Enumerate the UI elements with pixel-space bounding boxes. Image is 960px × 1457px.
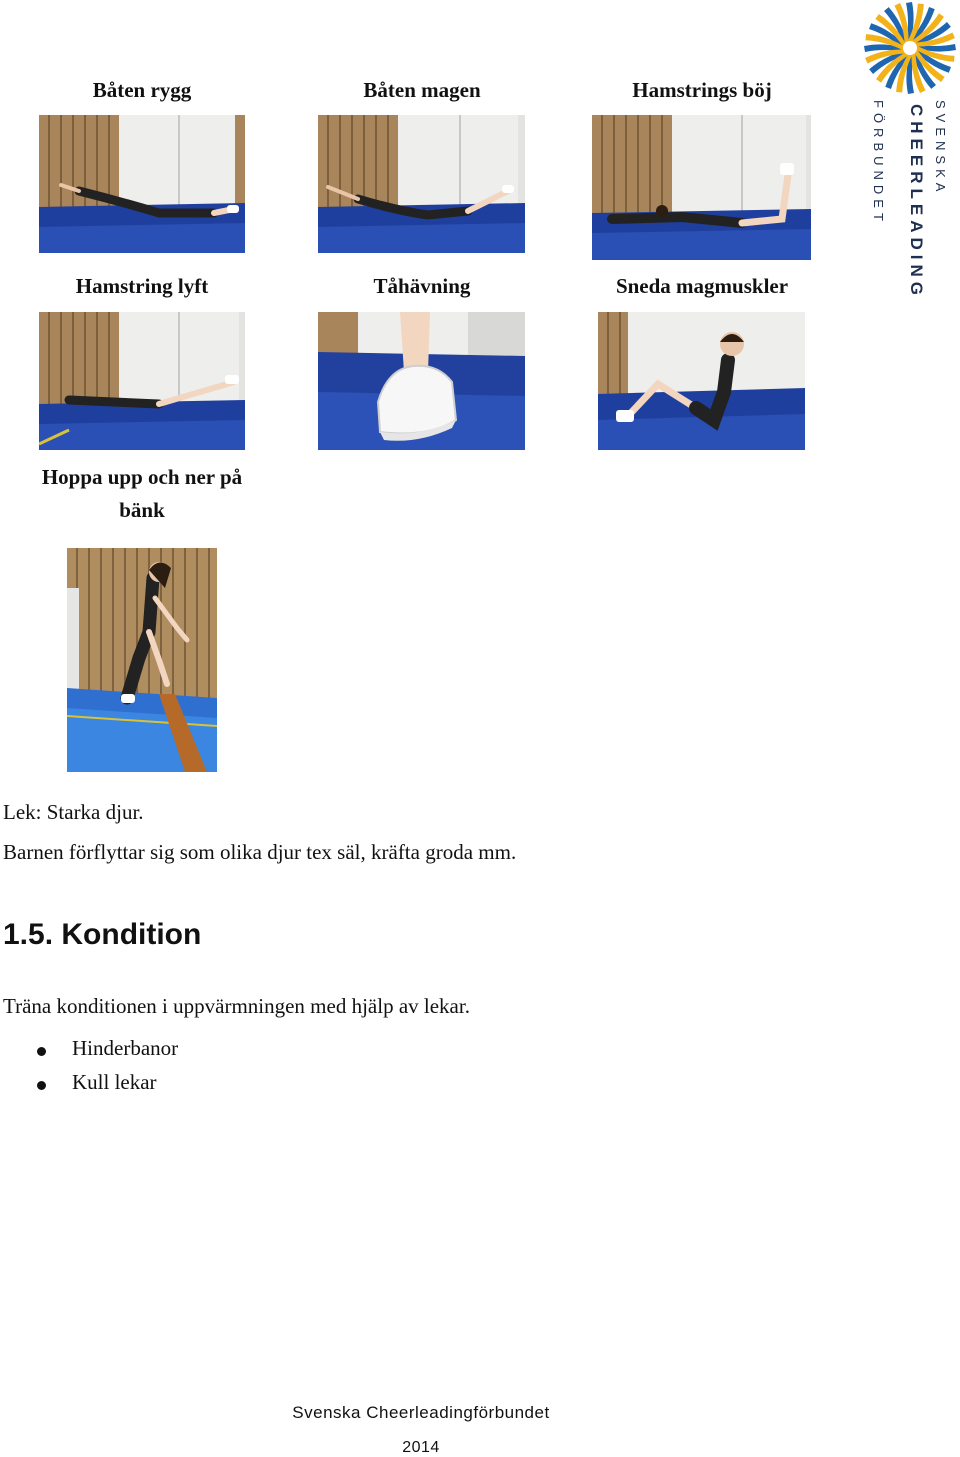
logo-text-cheerleading: CHEERLEADING <box>907 104 926 301</box>
sunburst-icon <box>860 0 960 100</box>
photo-tahavning <box>318 312 525 450</box>
list-item-label: Kull lekar <box>72 1070 157 1094</box>
logo-text-svenska: SVENSKA <box>933 100 948 197</box>
section-heading: 1.5. Kondition <box>3 918 202 951</box>
bullet-icon <box>37 1081 46 1090</box>
caption-baten-rygg: Båten rygg <box>92 78 192 102</box>
game-title: Lek: Starka djur. <box>3 800 144 824</box>
photo-hamstring-lyft <box>39 312 245 450</box>
photo-baten-rygg <box>39 115 245 253</box>
photo-hamstrings-boj <box>592 115 811 260</box>
caption-tahavning: Tåhävning <box>373 274 471 298</box>
caption-hamstrings-boj: Hamstrings böj <box>632 78 772 102</box>
logo-text-forbundet: FÖRBUNDET <box>871 100 886 226</box>
list-item-label: Hinderbanor <box>72 1036 179 1060</box>
footer-organization: Svenska Cheerleadingförbundet <box>292 1403 550 1422</box>
bullet-icon <box>37 1047 46 1056</box>
section-intro: Träna konditionen i uppvärmningen med hjälp av lekar. <box>3 994 470 1018</box>
game-description: Barnen förflyttar sig som olika djur tex säl, kräfta groda mm. <box>3 840 517 864</box>
caption-hoppa-line1: Hoppa upp och ner på <box>41 465 243 489</box>
caption-sneda-magmuskler: Sneda magmuskler <box>615 274 789 298</box>
caption-hoppa-line2: bänk <box>119 498 165 522</box>
footer-year: 2014 <box>402 1439 440 1456</box>
photo-baten-magen <box>318 115 525 253</box>
photo-sneda-magmuskler <box>598 312 805 450</box>
caption-hamstring-lyft: Hamstring lyft <box>75 274 209 298</box>
caption-baten-magen: Båten magen <box>363 78 481 102</box>
photo-hoppa-bank <box>67 548 217 772</box>
federation-logo <box>860 0 960 320</box>
